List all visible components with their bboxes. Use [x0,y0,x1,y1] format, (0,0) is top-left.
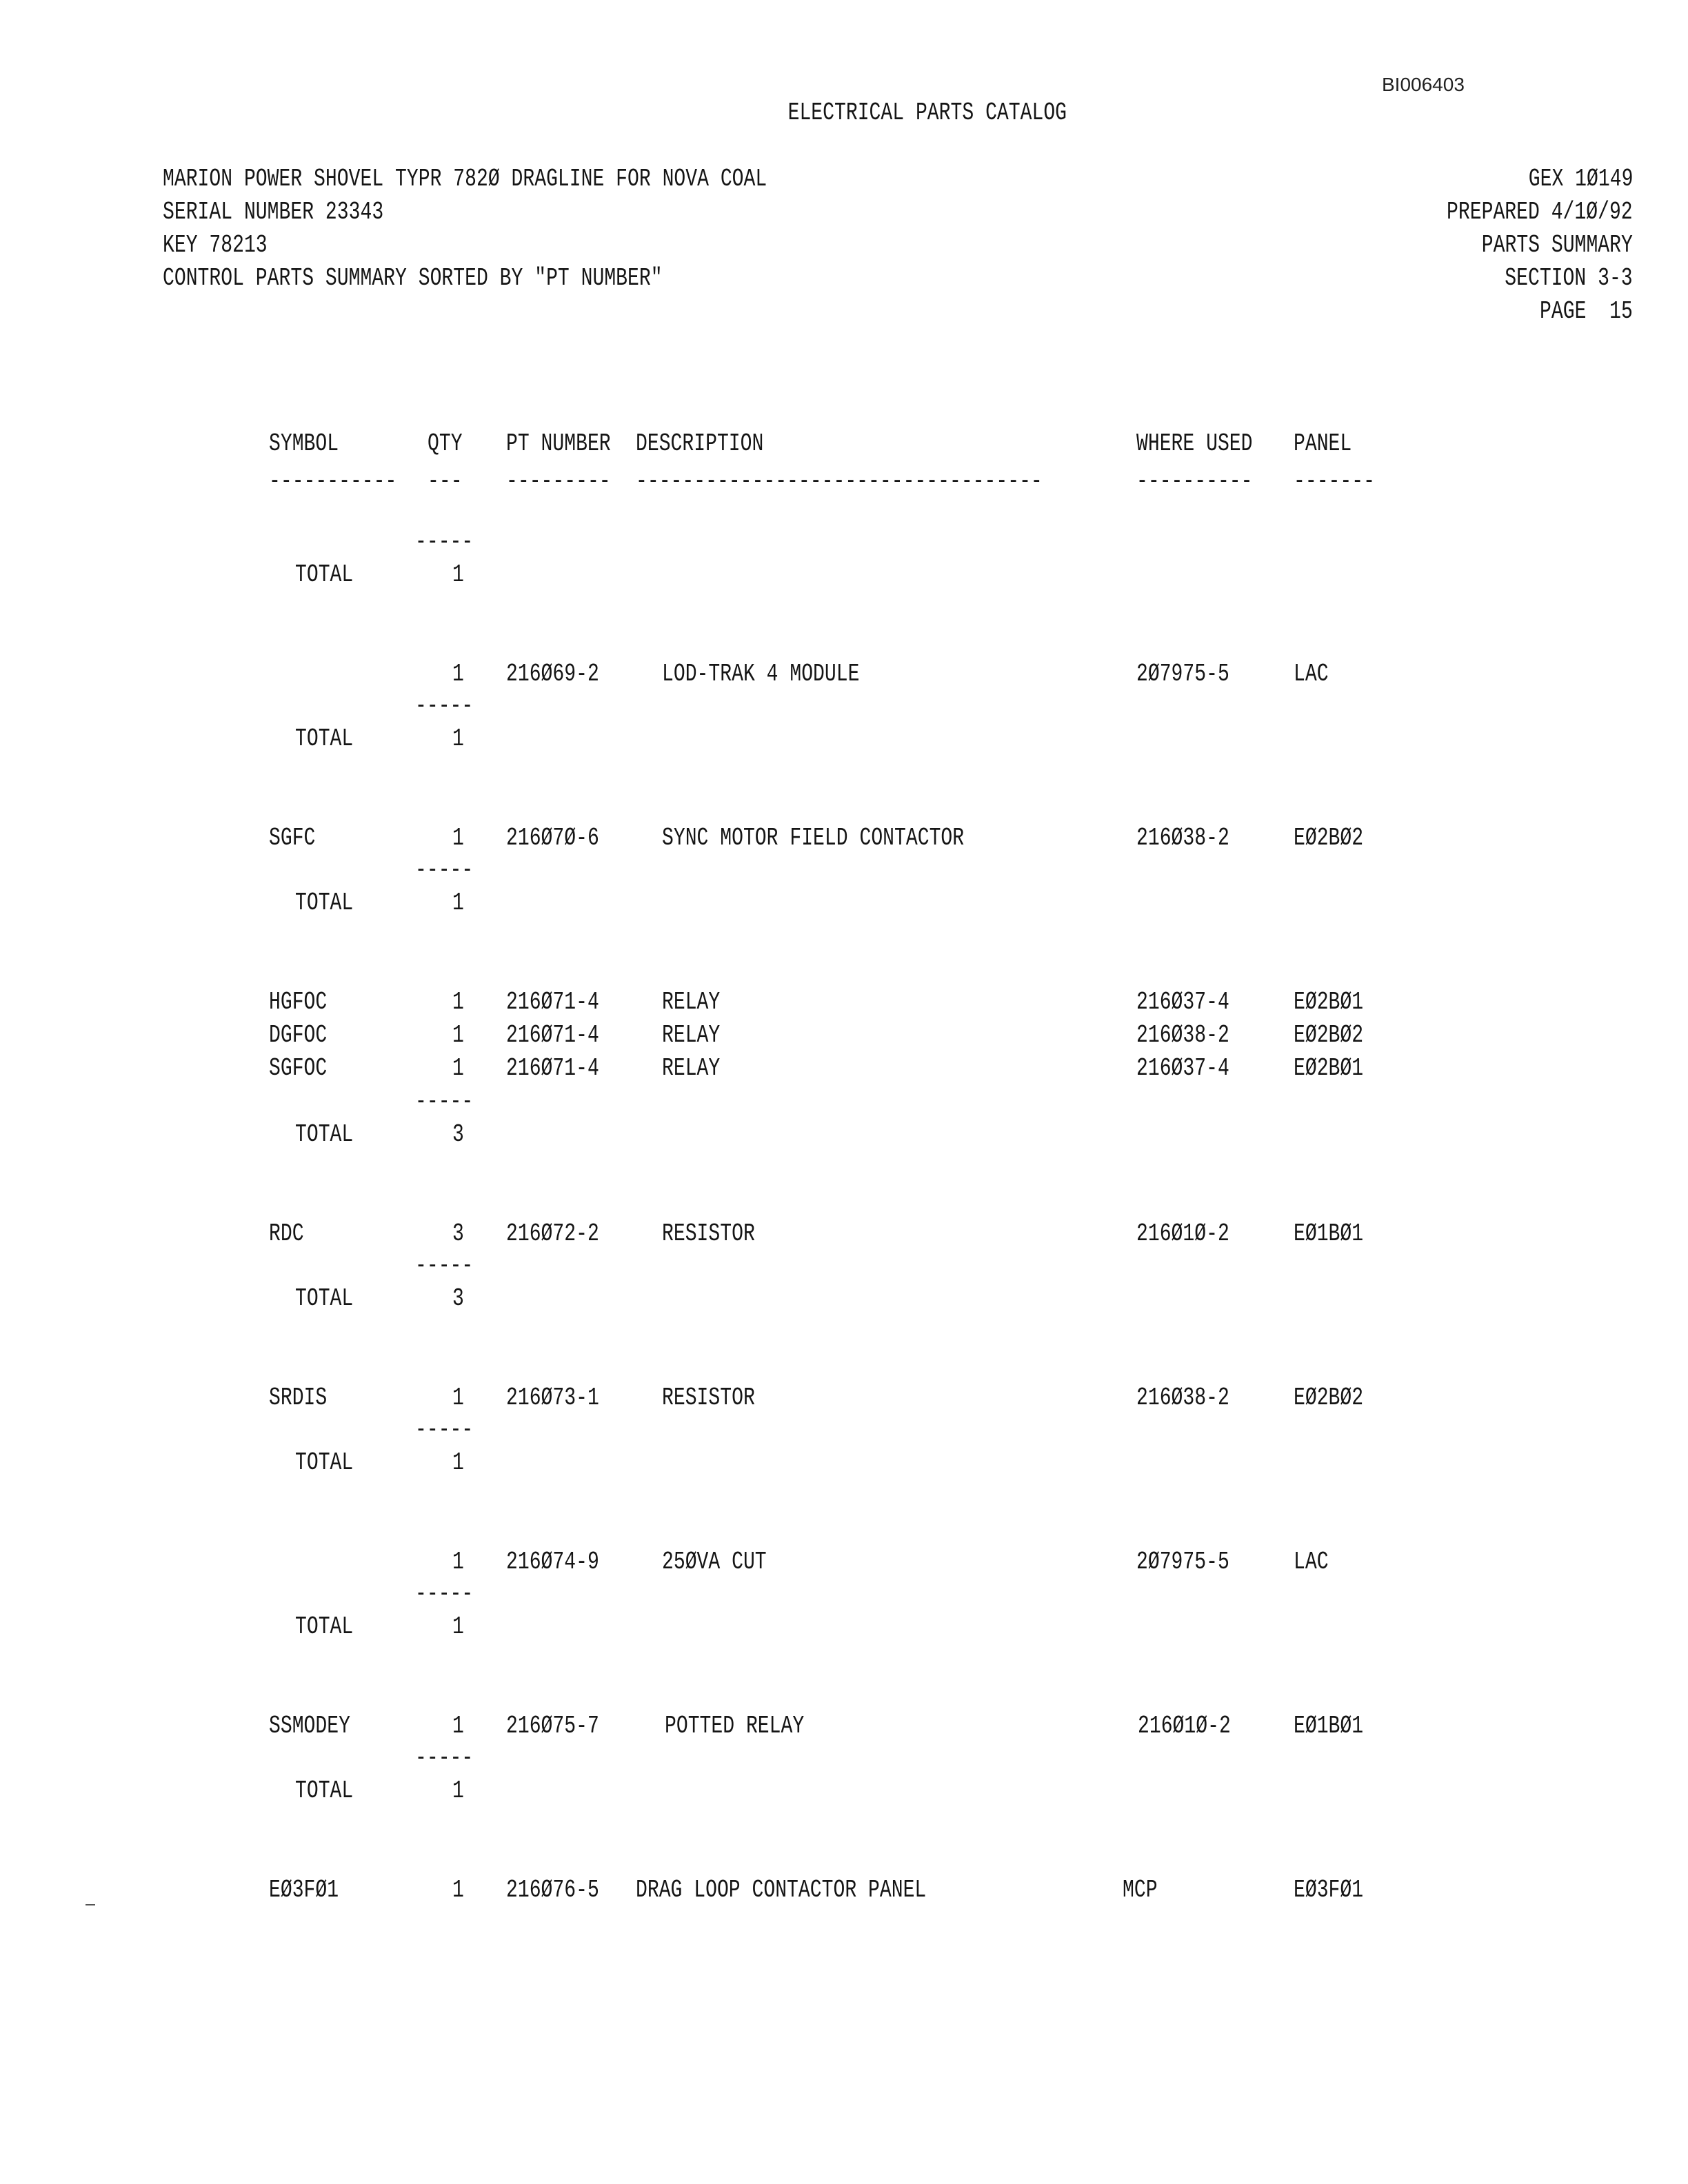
column-header-description: DESCRIPTION [636,429,764,458]
cell-where-used: 216Ø38-2 [1136,1384,1229,1412]
rule-where-used: ---------- [1136,467,1253,495]
cell-pt-number: 216Ø74-9 [506,1548,599,1576]
cell-panel: EØ2BØ2 [1294,824,1364,852]
cell-pt-number: 216Ø71-4 [506,1054,599,1082]
rule-pt-number: --------- [506,467,611,495]
total-label: TOTAL [295,560,354,589]
cell-where-used: 2Ø7975-5 [1136,660,1229,688]
rule-description: ----------------------------------- [636,467,1043,495]
total-value: 1 [452,1612,464,1641]
cell-symbol: SRDIS [269,1384,328,1412]
cell-panel: EØ2BØ2 [1294,1021,1364,1049]
cell-panel: EØ2BØ2 [1294,1384,1364,1412]
cell-where-used: MCP [1123,1876,1158,1904]
cell-qty: 1 [452,1712,464,1740]
total-label: TOTAL [295,889,354,917]
column-header-qty: QTY [428,429,463,458]
cell-symbol: SGFOC [269,1054,328,1082]
cell-description: DRAG LOOP CONTACTOR PANEL [636,1876,927,1904]
total-label: TOTAL [295,1120,354,1149]
cell-qty: 1 [452,988,464,1016]
cell-panel: EØ1BØ1 [1294,1220,1364,1248]
total-value: 1 [452,889,464,917]
cell-where-used: 216Ø1Ø-2 [1138,1712,1231,1740]
total-label: TOTAL [295,1284,354,1313]
total-label: TOTAL [295,1448,354,1477]
total-value: 1 [452,560,464,589]
cell-qty: 1 [452,1876,464,1904]
cell-pt-number: 216Ø75-7 [506,1712,599,1740]
rule-qty: --- [428,467,463,495]
rule-symbol: ----------- [269,467,397,495]
cell-pt-number: 216Ø73-1 [506,1384,599,1412]
column-header-where-used: WHERE USED [1136,429,1253,458]
total-value: 1 [452,1448,464,1477]
cell-panel: EØ2BØ1 [1294,1054,1364,1082]
header-left-line-2: SERIAL NUMBER 23343 [163,198,384,226]
header-right-line-5: PAGE 15 [1540,297,1633,325]
cell-qty: 1 [452,1054,464,1082]
cell-pt-number: 216Ø69-2 [506,660,599,688]
cell-symbol: EØ3FØ1 [269,1876,339,1904]
total-value: 3 [452,1120,464,1149]
header-left-line-3: KEY 78213 [163,231,268,259]
total-rule: ----- [415,1087,474,1115]
total-rule: ----- [415,1415,474,1444]
total-label: TOTAL [295,1612,354,1641]
cell-panel: EØ2BØ1 [1294,988,1364,1016]
header-right-line-4: SECTION 3-3 [1505,264,1633,292]
cell-panel: LAC [1294,660,1329,688]
cell-pt-number: 216Ø72-2 [506,1220,599,1248]
cell-description: RESISTOR [662,1384,755,1412]
cell-qty: 1 [452,824,464,852]
cell-pt-number: 216Ø7Ø-6 [506,824,599,852]
header-right-line-1: GEX 1Ø149 [1528,165,1633,193]
cell-symbol: SGFC [269,824,316,852]
cell-description: RELAY [662,1021,721,1049]
cell-where-used: 2Ø7975-5 [1136,1548,1229,1576]
document-id: BI006403 [1382,74,1465,95]
cell-description: LOD-TRAK 4 MODULE [662,660,860,688]
cell-where-used: 216Ø38-2 [1136,1021,1229,1049]
cell-panel: EØ3FØ1 [1294,1876,1364,1904]
total-value: 1 [452,725,464,753]
total-rule: ----- [415,856,474,884]
total-rule: ----- [415,1579,474,1608]
cell-qty: 1 [452,1021,464,1049]
column-header-panel: PANEL [1294,429,1352,458]
cell-description: RELAY [662,988,721,1016]
cell-qty: 3 [452,1220,464,1248]
cell-where-used: 216Ø38-2 [1136,824,1229,852]
cell-description: RESISTOR [662,1220,755,1248]
total-label: TOTAL [295,725,354,753]
column-header-symbol: SYMBOL [269,429,339,458]
rule-panel: ------- [1294,467,1375,495]
total-value: 1 [452,1777,464,1805]
cell-qty: 1 [452,1384,464,1412]
total-rule: ----- [415,1251,474,1280]
cell-description: SYNC MOTOR FIELD CONTACTOR [662,824,965,852]
cell-qty: 1 [452,1548,464,1576]
cell-panel: LAC [1294,1548,1329,1576]
header-right-line-2: PREPARED 4/1Ø/92 [1447,198,1633,226]
cell-pt-number: 216Ø76-5 [506,1876,599,1904]
cell-symbol: RDC [269,1220,304,1248]
total-value: 3 [452,1284,464,1313]
cell-description: 25ØVA CUT [662,1548,767,1576]
cell-qty: 1 [452,660,464,688]
cell-where-used: 216Ø1Ø-2 [1136,1220,1229,1248]
column-header-pt-number: PT NUMBER [506,429,611,458]
cell-where-used: 216Ø37-4 [1136,1054,1229,1082]
total-rule: ----- [415,691,474,720]
cell-symbol: DGFOC [269,1021,328,1049]
cell-description: RELAY [662,1054,721,1082]
scan-mark [86,1904,95,1905]
total-rule: ----- [415,1743,474,1772]
total-rule: ----- [415,527,474,556]
cell-symbol: SSMODEY [269,1712,350,1740]
cell-pt-number: 216Ø71-4 [506,1021,599,1049]
cell-symbol: HGFOC [269,988,328,1016]
catalog-title: ELECTRICAL PARTS CATALOG [787,99,1067,127]
header-left-line-4: CONTROL PARTS SUMMARY SORTED BY "PT NUMBER" [163,264,663,292]
cell-description: POTTED RELAY [665,1712,805,1740]
header-left-line-1: MARION POWER SHOVEL TYPR 782Ø DRAGLINE FOR NOVA COAL [163,165,767,193]
cell-panel: EØ1BØ1 [1294,1712,1364,1740]
total-label: TOTAL [295,1777,354,1805]
cell-where-used: 216Ø37-4 [1136,988,1229,1016]
header-right-line-3: PARTS SUMMARY [1481,231,1633,259]
cell-pt-number: 216Ø71-4 [506,988,599,1016]
